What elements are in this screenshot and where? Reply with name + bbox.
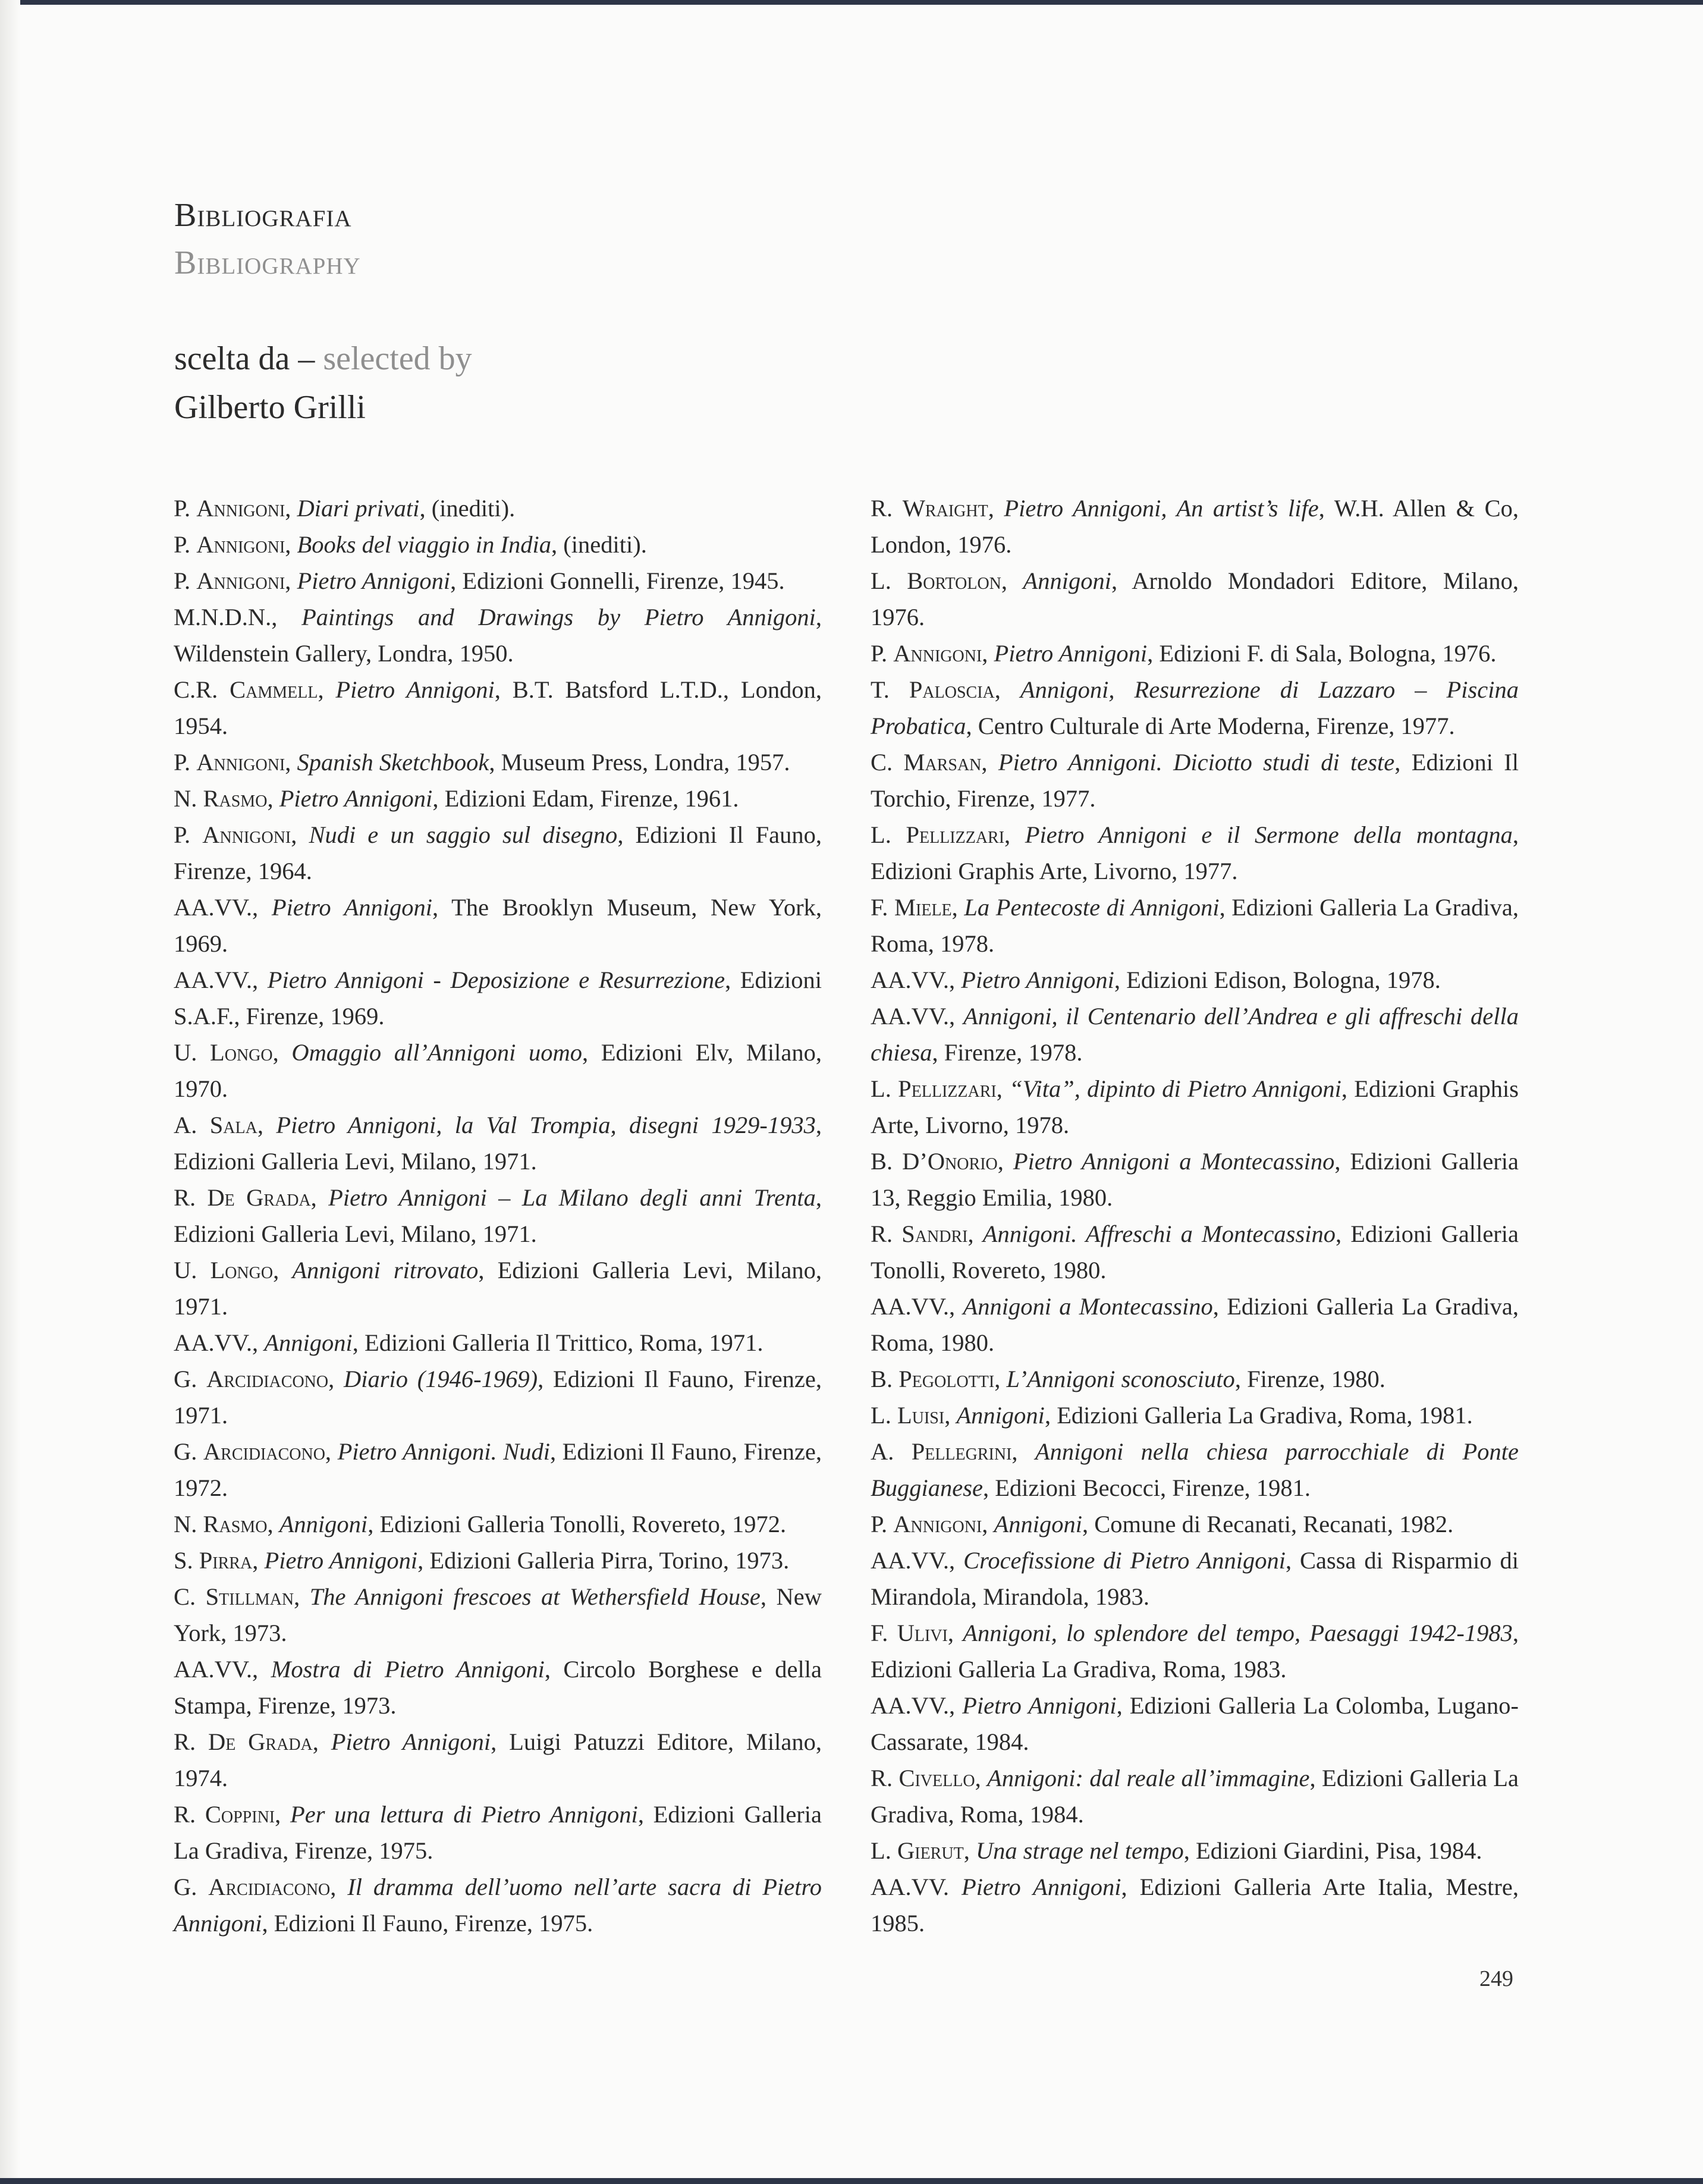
entry-prefix: L. — [871, 1075, 898, 1102]
entry-separator: , — [982, 1511, 994, 1537]
bibliography-entry — [174, 1107, 822, 1179]
bibliography-entry — [871, 998, 1519, 1071]
entry-prefix: AA.VV. — [174, 1656, 253, 1683]
entry-author: Pegolotti — [898, 1366, 995, 1392]
bibliography-entry — [174, 1542, 822, 1579]
entry-author: D’Onorio — [902, 1148, 998, 1175]
entry-publication: , Edizioni Galleria Arte Italia, Mestre, 1985. — [871, 1874, 1519, 1937]
page-number: 249 — [1479, 1966, 1513, 1991]
entry-author: Arcidiacono — [208, 1874, 331, 1900]
bibliography-entry — [871, 1832, 1519, 1869]
entry-prefix: T. — [871, 676, 909, 703]
entry-publication: , B.T. Batsford L.T.D., London, 1954. — [174, 676, 822, 739]
entry-publication: , Edizioni Il Fauno, Firenze, 1975. — [262, 1910, 593, 1937]
entry-publication: , Wildenstein Gallery, Londra, 1950. — [174, 604, 822, 667]
entry-separator: , — [949, 1003, 963, 1030]
entry-author: M.N.D.N. — [174, 604, 272, 630]
entry-publication: , Edizioni Galleria Il Trittico, Roma, 1971. — [352, 1329, 763, 1356]
entry-publication: , Edizioni Galleria Tonolli, Rovereto, 1980. — [871, 1220, 1519, 1284]
bibliography-entry — [871, 962, 1519, 998]
bibliography-entry — [871, 563, 1519, 635]
entry-title: Annigoni — [1023, 567, 1111, 594]
bibliography-entry — [871, 1760, 1519, 1832]
entry-publication: , Comune di Recanati, Recanati, 1982. — [1082, 1511, 1454, 1537]
entry-author: Sandri — [901, 1220, 968, 1247]
entry-prefix: A. — [871, 1438, 912, 1465]
binding-gutter — [0, 0, 20, 2184]
entry-publication: , Edizioni Galleria La Gradiva, Roma, 1983. — [871, 1620, 1519, 1683]
bibliography-entry — [871, 1216, 1519, 1288]
entry-prefix: F. — [871, 1620, 897, 1646]
bibliography-entry — [871, 1071, 1519, 1143]
entry-publication: , Edizioni Galleria Levi, Milano, 1971. — [174, 1112, 822, 1175]
bibliography-entry — [871, 1615, 1519, 1687]
bibliography-entry — [174, 1796, 822, 1869]
title-english: Bibliography — [174, 244, 361, 281]
entry-separator: , — [1004, 821, 1025, 848]
entry-title: Spanish Sketchbook — [297, 749, 489, 776]
entry-title: Annigoni, il Centenario dell’Andrea e gli affreschi della chiesa — [871, 1003, 1519, 1066]
entry-author: De Grada — [207, 1184, 311, 1211]
bibliography-entry — [174, 962, 822, 1034]
entry-prefix: P. — [174, 495, 197, 522]
entry-separator: , — [982, 640, 994, 667]
entry-prefix: P. — [174, 749, 197, 776]
entry-title: Pietro Annigoni — [961, 967, 1114, 993]
bibliography-entry — [174, 817, 822, 889]
entry-prefix: G. — [174, 1366, 207, 1392]
entry-prefix: L. — [871, 567, 907, 594]
bibliography-entry — [174, 889, 822, 962]
entry-author: Arcidiacono — [203, 1438, 325, 1465]
entry-publication: , Edizioni Il Fauno, Firenze, 1972. — [174, 1438, 822, 1501]
entry-title: Annigoni — [956, 1402, 1045, 1429]
entry-author: Arcidiacono — [206, 1366, 329, 1392]
entry-prefix: L. — [871, 1402, 897, 1429]
entry-title: Pietro Annigoni — [994, 640, 1148, 667]
bibliography-entry — [871, 744, 1519, 817]
entry-prefix: F. — [871, 894, 894, 921]
selected-by-block — [174, 334, 472, 432]
bibliography-entry — [174, 1433, 822, 1506]
entry-prefix: R. — [871, 495, 903, 522]
entry-separator: , — [310, 1184, 329, 1211]
entry-publication: , Edizioni Elv, Milano, 1970. — [174, 1039, 822, 1102]
entry-title: Crocefissione di Pietro Annigoni — [963, 1547, 1286, 1574]
entry-prefix: P. — [871, 1511, 894, 1537]
entry-author: Annigoni — [202, 821, 291, 848]
entry-separator: , — [944, 1402, 957, 1429]
entry-publication: , Edizioni Galleria Levi, Milano, 1971. — [174, 1257, 822, 1320]
entry-separator — [949, 1874, 962, 1900]
entry-title: The Annigoni frescoes at Wethersfield House — [309, 1583, 761, 1610]
section-heading — [174, 192, 361, 287]
entry-prefix: P. — [174, 567, 197, 594]
entry-prefix: G. — [174, 1874, 209, 1900]
entry-title: Pietro Annigoni. Nudi — [337, 1438, 550, 1465]
entry-author: Longo — [209, 1039, 273, 1066]
entry-publication: , Firenze, 1980. — [1234, 1366, 1385, 1392]
bibliography-entry — [174, 563, 822, 599]
entry-prefix: G. — [174, 1438, 203, 1465]
bibliography-entry — [174, 1869, 822, 1941]
entry-separator: , — [951, 894, 964, 921]
entry-prefix: AA.VV. — [174, 1329, 253, 1356]
entry-publication: , Edizioni Galleria La Gradiva, Roma, 1984. — [871, 1765, 1519, 1828]
bibliography-entry — [871, 1869, 1519, 1941]
entry-author: Coppini — [205, 1801, 275, 1828]
entry-publication: , (inediti). — [419, 495, 516, 522]
entry-prefix: AA.VV. — [871, 1692, 950, 1719]
entry-author: Annigoni — [893, 1511, 982, 1537]
bibliography-entry — [174, 1579, 822, 1651]
entry-author: Rasmo — [203, 785, 268, 812]
title-italian: Bibliografia — [174, 197, 352, 234]
entry-author: Annigoni — [196, 567, 285, 594]
entry-prefix: C.R. — [174, 676, 230, 703]
bibliography-entry — [174, 490, 822, 526]
entry-publication: , Edizioni F. di Sala, Bologna, 1976. — [1147, 640, 1497, 667]
entry-separator: , — [318, 676, 336, 703]
entry-title: Diario (1946-1969) — [343, 1366, 538, 1392]
bibliography-column-left — [174, 490, 822, 1941]
entry-title: Pietro Annigoni — [962, 1692, 1117, 1719]
entry-title: Pietro Annigoni e il Sermone della montagna — [1025, 821, 1513, 848]
entry-title: La Pentecoste di Annigoni — [964, 894, 1220, 921]
entry-separator: , — [275, 1801, 290, 1828]
bibliography-entry — [174, 1252, 822, 1325]
entry-title: Pietro Annigoni — [962, 1874, 1121, 1900]
entry-author: Pellizzari — [898, 1075, 997, 1102]
entry-separator: , — [257, 1112, 276, 1138]
entry-prefix: R. — [174, 1801, 205, 1828]
entry-publication: , Edizioni Edison, Bologna, 1978. — [1114, 967, 1441, 993]
entry-title: Pietro Annigoni — [331, 1728, 491, 1755]
top-page-edge — [0, 0, 1703, 5]
entry-separator: , — [272, 1039, 292, 1066]
entry-publication: , Edizioni Edam, Firenze, 1961. — [432, 785, 739, 812]
entry-author: Annigoni — [196, 495, 285, 522]
entry-prefix: B. — [871, 1366, 899, 1392]
entry-author: Gierut — [897, 1837, 964, 1864]
entry-publication: , Edizioni Galleria La Colomba, Lugano-Cassarate, 1984. — [871, 1692, 1519, 1755]
bibliography-entry — [871, 490, 1519, 563]
entry-title: Annigoni nella chiesa parrocchiale di Ponte Buggianese — [871, 1438, 1519, 1501]
entry-prefix: S. — [174, 1547, 199, 1574]
entry-title: Mostra di Pietro Annigoni — [271, 1656, 545, 1683]
bottom-page-edge — [0, 2178, 1703, 2184]
entry-publication: , Edizioni Il Fauno, Firenze, 1964. — [174, 821, 822, 884]
bibliography-entry — [871, 635, 1519, 671]
entry-publication: , Edizioni Graphis Arte, Livorno, 1977. — [871, 821, 1519, 884]
entry-title: “Vita”, dipinto di Pietro Annigoni — [1009, 1075, 1341, 1102]
entry-prefix: N. — [174, 785, 203, 812]
entry-separator: , — [949, 1692, 963, 1719]
entry-separator: , — [947, 1620, 963, 1646]
bibliography-entry — [871, 1361, 1519, 1397]
entry-title: Annigoni: dal reale all’immagine — [987, 1765, 1310, 1791]
entry-separator: , — [252, 1329, 265, 1356]
entry-prefix: N. — [174, 1511, 203, 1537]
entry-publication: , (inediti). — [551, 531, 647, 558]
entry-author: Stillman — [205, 1583, 294, 1610]
entry-title: Annigoni — [264, 1329, 353, 1356]
entry-prefix: R. — [174, 1728, 208, 1755]
entry-prefix: AA.VV. — [871, 1293, 950, 1320]
entry-publication: , Centro Culturale di Arte Moderna, Firenze, 1977. — [966, 713, 1455, 739]
bibliography-entry — [174, 671, 822, 744]
entry-publication: , Edizioni Giardini, Pisa, 1984. — [1183, 1837, 1482, 1864]
entry-prefix: AA.VV. — [174, 894, 253, 921]
entry-author: Rasmo — [203, 1511, 268, 1537]
entry-publication: , Firenze, 1978. — [932, 1039, 1083, 1066]
entry-publication: , Edizioni Galleria La Gradiva, Roma, 1980. — [871, 1293, 1519, 1356]
entry-author: Marsan — [903, 749, 982, 776]
entry-title: Nudi e un saggio sul disegno — [309, 821, 618, 848]
entry-separator: , — [967, 1220, 983, 1247]
bibliography-entry — [174, 1325, 822, 1361]
entry-separator: , — [981, 749, 998, 776]
entry-title: Books del viaggio in India — [297, 531, 551, 558]
compiler-name: Gilberto Grilli — [174, 389, 366, 426]
entry-prefix: C. — [871, 749, 904, 776]
bibliography-entry — [174, 1651, 822, 1724]
entry-separator: , — [988, 495, 1004, 522]
entry-prefix: R. — [871, 1220, 902, 1247]
entry-title: Annigoni — [994, 1511, 1083, 1537]
entry-publication: , Edizioni Gonnelli, Firenze, 1945. — [450, 567, 785, 594]
entry-publication: , Edizioni Becocci, Firenze, 1981. — [982, 1474, 1311, 1501]
entry-separator: , — [328, 1366, 344, 1392]
entry-title: Per una lettura di Pietro Annigoni — [290, 1801, 638, 1828]
entry-separator: , — [291, 821, 309, 848]
entry-author: Miele — [894, 894, 952, 921]
entry-title: Annigoni, lo splendore del tempo, Paesaggi 1942-1983 — [963, 1620, 1513, 1646]
entry-author: Pirra — [199, 1547, 253, 1574]
entry-separator: , — [294, 1583, 310, 1610]
entry-prefix: P. — [871, 640, 894, 667]
entry-prefix: U. — [174, 1257, 210, 1284]
entry-prefix: A. — [174, 1112, 210, 1138]
bibliography-entry — [174, 744, 822, 780]
entry-prefix: L. — [871, 1837, 897, 1864]
entry-author: Annigoni — [196, 531, 285, 558]
entry-separator: , — [949, 967, 962, 993]
entry-separator: , — [285, 749, 297, 776]
entry-prefix: AA.VV. — [871, 1874, 950, 1900]
entry-prefix: U. — [174, 1039, 210, 1066]
entry-publication: , Edizioni Il Torchio, Firenze, 1977. — [871, 749, 1519, 812]
entry-title: Il dramma dell’uomo nell’arte sacra di Pietro Annigoni — [174, 1874, 822, 1937]
entry-author: Ulivi — [897, 1620, 948, 1646]
bibliography-entry — [174, 1724, 822, 1796]
entry-title: Omaggio all’Annigoni uomo — [291, 1039, 583, 1066]
entry-publication: , Luigi Patuzzi Editore, Milano, 1974. — [174, 1728, 822, 1791]
entry-title: Pietro Annigoni — [297, 567, 451, 594]
selected-by-italian: scelta da – — [174, 340, 315, 377]
entry-separator: , — [273, 1257, 293, 1284]
bibliography-entry — [871, 817, 1519, 889]
entry-title: Annigoni ritrovato — [292, 1257, 479, 1284]
entry-separator: , — [252, 967, 268, 993]
entry-author: Annigoni — [196, 749, 285, 776]
bibliography-entry — [871, 889, 1519, 962]
bibliography-entry — [174, 780, 822, 817]
entry-title: Pietro Annigoni. Diciotto studi di teste — [998, 749, 1395, 776]
entry-title: L’Annigoni sconosciuto — [1006, 1366, 1235, 1392]
entry-prefix: AA.VV. — [174, 967, 253, 993]
entry-title: Pietro Annigoni — [271, 894, 433, 921]
entry-title: Pietro Annigoni, An artist’s life — [1004, 495, 1319, 522]
entry-title: Pietro Annigoni — [335, 676, 495, 703]
entry-publication: , Circolo Borghese e della Stampa, Firenze, 1973. — [174, 1656, 822, 1719]
entry-title: Pietro Annigoni — [279, 785, 433, 812]
bibliography-entry — [871, 1506, 1519, 1542]
entry-separator: , — [949, 1547, 964, 1574]
entry-publication: , Cassa di Risparmio di Mirandola, Mirandola, 1983. — [871, 1547, 1519, 1610]
entry-prefix: P. — [174, 531, 197, 558]
entry-prefix: B. — [871, 1148, 903, 1175]
entry-author: Wraight — [902, 495, 988, 522]
entry-author: Pellizzari — [906, 821, 1005, 848]
entry-author: Annigoni — [893, 640, 982, 667]
entry-separator: , — [994, 1366, 1007, 1392]
entry-separator: , — [325, 1438, 338, 1465]
bibliography-entry — [174, 526, 822, 563]
entry-author: Paloscia — [909, 676, 995, 703]
entry-separator: , — [285, 495, 297, 522]
entry-separator: , — [997, 1148, 1013, 1175]
bibliography-entry — [871, 1397, 1519, 1433]
entry-publication: , Arnoldo Mondadori Editore, Milano, 1976. — [871, 567, 1519, 630]
entry-author: Bortolon — [907, 567, 1001, 594]
bibliography-entry — [871, 671, 1519, 744]
entry-title: Annigoni, Resurrezione di Lazzaro – Piscina Probatica — [871, 676, 1519, 739]
entry-prefix: L. — [871, 821, 906, 848]
entry-separator: , — [252, 1547, 265, 1574]
entry-separator: , — [285, 567, 297, 594]
entry-separator: , — [1001, 567, 1023, 594]
entry-separator: , — [963, 1837, 976, 1864]
entry-prefix: P. — [174, 821, 203, 848]
entry-title: Pietro Annigoni a Montecassino — [1013, 1148, 1335, 1175]
entry-publication: , W.H. Allen & Co, London, 1976. — [871, 495, 1519, 558]
entry-author: Civello — [898, 1765, 975, 1791]
entry-separator: , — [312, 1728, 331, 1755]
bibliography-entry — [174, 1506, 822, 1542]
entry-title: Annigoni. Affreschi a Montecassino — [982, 1220, 1336, 1247]
entry-author: Sala — [209, 1112, 257, 1138]
entry-separator: , — [996, 1075, 1010, 1102]
entry-prefix: C. — [174, 1583, 206, 1610]
entry-separator: , — [252, 894, 272, 921]
entry-publication: , Edizioni Il Fauno, Firenze, 1971. — [174, 1366, 822, 1429]
entry-prefix: R. — [174, 1184, 208, 1211]
bibliography-entry — [871, 1288, 1519, 1361]
entry-separator: , — [949, 1293, 963, 1320]
entry-publication: , The Brooklyn Museum, New York, 1969. — [174, 894, 822, 957]
bibliography-entry — [174, 599, 822, 671]
entry-publication: , Edizioni Galleria Levi, Milano, 1971. — [174, 1184, 822, 1247]
entry-prefix: AA.VV. — [871, 1003, 950, 1030]
entry-author: Cammell — [230, 676, 318, 703]
entry-separator: , — [252, 1656, 271, 1683]
entry-separator: , — [267, 785, 279, 812]
entry-title: Annigoni a Montecassino — [963, 1293, 1213, 1320]
entry-publication: , Edizioni Galleria La Gradiva, Roma, 1981. — [1044, 1402, 1473, 1429]
entry-publication: , Edizioni Galleria Pirra, Torino, 1973. — [417, 1547, 790, 1574]
bibliography-entry — [174, 1034, 822, 1107]
entry-publication: , Museum Press, Londra, 1957. — [489, 749, 790, 776]
entry-publication: , Edizioni S.A.F., Firenze, 1969. — [174, 967, 822, 1030]
entry-publication: , Edizioni Galleria Tonolli, Rovereto, 1972. — [367, 1511, 787, 1537]
entry-separator: , — [267, 1511, 279, 1537]
entry-separator: , — [1011, 1438, 1035, 1465]
bibliography-entry — [871, 1143, 1519, 1216]
entry-separator: , — [271, 604, 302, 630]
bibliography-column-right — [871, 490, 1519, 1941]
entry-author: Luisi — [897, 1402, 945, 1429]
entry-publication: , New York, 1973. — [174, 1583, 822, 1646]
entry-publication: , Edizioni Graphis Arte, Livorno, 1978. — [871, 1075, 1519, 1138]
entry-title: Pietro Annigoni – La Milano degli anni Trenta — [328, 1184, 816, 1211]
entry-title: Pietro Annigoni — [264, 1547, 418, 1574]
bibliography-entry — [174, 1179, 822, 1252]
entry-publication: , Edizioni Galleria La Gradiva, Roma, 1978. — [871, 894, 1519, 957]
entry-title: Paintings and Drawings by Pietro Annigoni — [301, 604, 816, 630]
entry-title: Pietro Annigoni, la Val Trompia, disegni 1929-1933 — [276, 1112, 816, 1138]
entry-prefix: AA.VV. — [871, 967, 950, 993]
entry-prefix: R. — [871, 1765, 899, 1791]
bibliography-entry — [871, 1542, 1519, 1615]
entry-publication: , Edizioni Galleria La Gradiva, Firenze, 1975. — [174, 1801, 822, 1864]
entry-title: Diari privati — [297, 495, 420, 522]
entry-author: Pellegrini — [911, 1438, 1012, 1465]
entry-author: De Grada — [208, 1728, 313, 1755]
entry-publication: , Edizioni Galleria 13, Reggio Emilia, 1980. — [871, 1148, 1519, 1211]
bibliography-entry — [174, 1361, 822, 1433]
bibliography-entry — [871, 1433, 1519, 1506]
entry-separator: , — [975, 1765, 988, 1791]
entry-separator: , — [285, 531, 297, 558]
entry-separator: , — [994, 676, 1020, 703]
entry-separator: , — [330, 1874, 348, 1900]
entry-title: Annigoni — [279, 1511, 368, 1537]
selected-by-english: selected by — [323, 340, 472, 377]
entry-prefix: AA.VV. — [871, 1547, 950, 1574]
bibliography-entry — [871, 1687, 1519, 1760]
entry-title: Pietro Annigoni - Deposizione e Resurrezione — [267, 967, 725, 993]
entry-title: Una strage nel tempo — [975, 1837, 1184, 1864]
entry-author: Longo — [210, 1257, 274, 1284]
